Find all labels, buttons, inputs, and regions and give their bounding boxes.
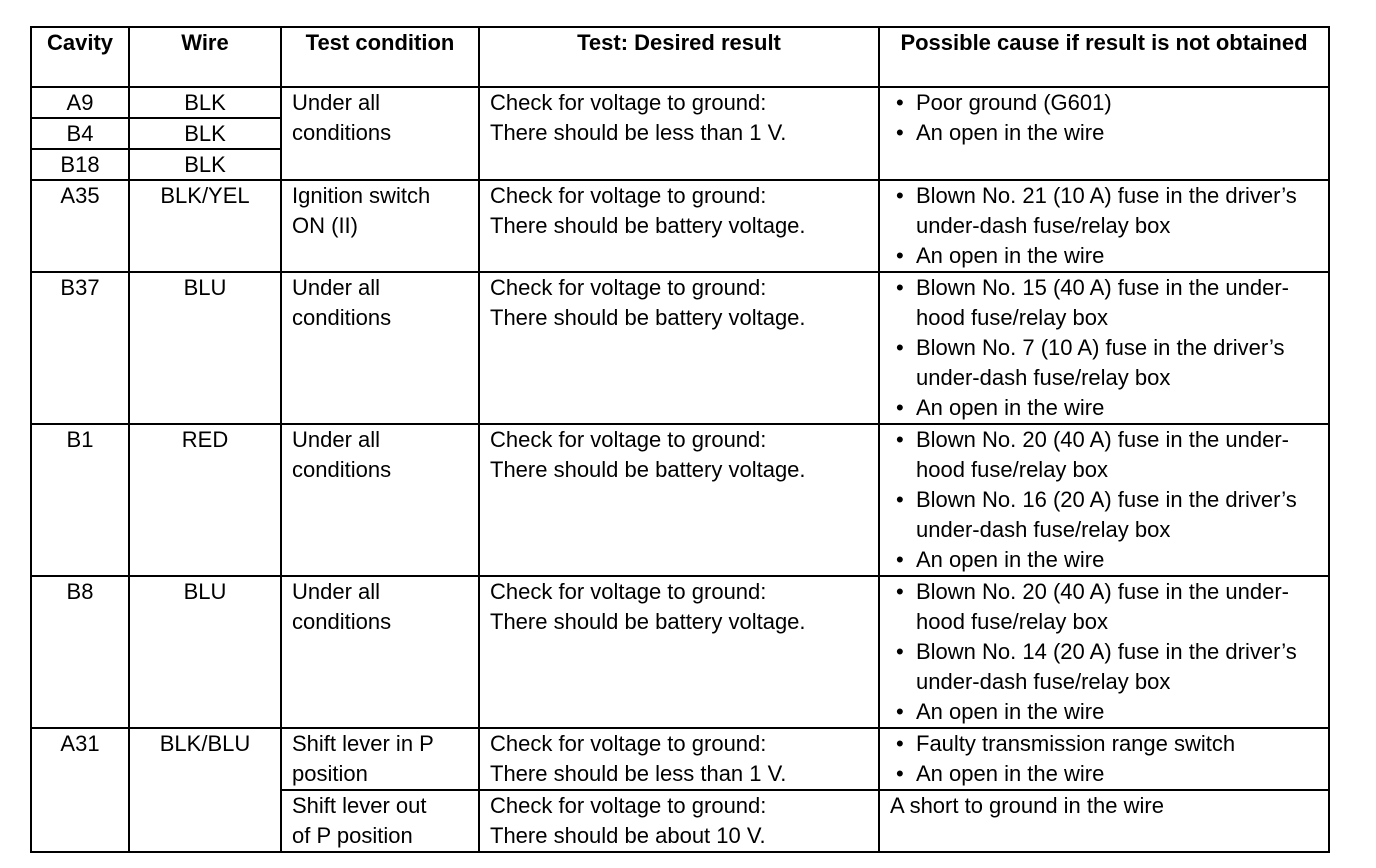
wire-cell: RED — [129, 424, 281, 576]
condition-line: ON (II) — [292, 213, 358, 238]
result-line: Check for voltage to ground: — [490, 793, 767, 818]
header-possible-cause: Possible cause if result is not obtained — [879, 27, 1329, 87]
result-line: Check for voltage to ground: — [490, 579, 767, 604]
cavity-cell: A35 — [31, 180, 129, 272]
condition-line: conditions — [292, 609, 392, 634]
header-row — [31, 27, 1329, 87]
condition-cell — [281, 272, 479, 424]
condition-line: position — [292, 761, 368, 786]
cause-list — [890, 181, 1328, 271]
result-line: Check for voltage to ground: — [490, 90, 767, 115]
result-line: Check for voltage to ground: — [490, 275, 767, 300]
wire-cell: BLK/BLU — [129, 728, 281, 852]
condition-cell — [281, 87, 479, 180]
cause-item: • Faulty transmission range switch — [916, 729, 1328, 759]
condition-line: Shift lever out — [292, 793, 427, 818]
result-cell — [479, 424, 879, 576]
header-wire: Wire — [129, 27, 281, 87]
cause-item: • Blown No. 21 (10 A) fuse in the driver’s under-dash fuse/relay box — [916, 181, 1328, 241]
wire-cell: BLK — [129, 118, 281, 149]
wire-cell: BLK — [129, 87, 281, 118]
condition-line: Shift lever in P — [292, 731, 434, 756]
result-cell — [479, 576, 879, 728]
cause-cell — [879, 180, 1329, 272]
cause-list — [890, 273, 1328, 423]
result-line: Check for voltage to ground: — [490, 731, 767, 756]
result-line: There should be battery voltage. — [490, 305, 806, 330]
result-line: Check for voltage to ground: — [490, 183, 767, 208]
table-row — [31, 728, 1329, 790]
cause-item: • An open in the wire — [916, 545, 1328, 575]
cavity-cell: B37 — [31, 272, 129, 424]
cause-cell — [879, 728, 1329, 790]
cause-cell — [879, 272, 1329, 424]
cavity-cell: A31 — [31, 728, 129, 852]
cause-list — [890, 729, 1328, 789]
condition-line: Under all — [292, 427, 381, 452]
cause-item: • An open in the wire — [916, 697, 1328, 727]
cause-item: • Blown No. 16 (20 A) fuse in the driver’s under-dash fuse/relay box — [916, 485, 1328, 545]
condition-cell — [281, 424, 479, 576]
result-cell — [479, 728, 879, 790]
cavity-cell: B4 — [31, 118, 129, 149]
cavity-cell: B8 — [31, 576, 129, 728]
result-line: Check for voltage to ground: — [490, 427, 767, 452]
cause-cell — [879, 790, 1329, 852]
header-cavity: Cavity — [31, 27, 129, 87]
wiring-test-table — [30, 26, 1330, 853]
cause-item: • Poor ground (G601) — [916, 88, 1328, 118]
cause-item: • Blown No. 20 (40 A) fuse in the under-hood fuse/relay box — [916, 577, 1328, 637]
cause-cell — [879, 87, 1329, 180]
result-cell — [479, 790, 879, 852]
cause-item: • An open in the wire — [916, 241, 1328, 271]
table-row — [31, 576, 1329, 728]
condition-line: Under all — [292, 579, 381, 604]
result-line: There should be battery voltage. — [490, 213, 806, 238]
cavity-cell: B1 — [31, 424, 129, 576]
condition-line: of P position — [292, 823, 413, 848]
header-desired-result: Test: Desired result — [479, 27, 879, 87]
wire-cell: BLK — [129, 149, 281, 180]
result-line: There should be about 10 V. — [490, 823, 766, 848]
cause-item: • An open in the wire — [916, 759, 1328, 789]
cause-cell — [879, 424, 1329, 576]
result-cell — [479, 87, 879, 180]
table-row — [31, 87, 1329, 118]
cause-list — [890, 425, 1328, 575]
result-line: There should be battery voltage. — [490, 457, 806, 482]
wire-cell: BLU — [129, 576, 281, 728]
result-line: There should be less than 1 V. — [490, 120, 787, 145]
table-row — [31, 424, 1329, 576]
condition-cell — [281, 790, 479, 852]
cause-item: • Blown No. 7 (10 A) fuse in the driver’s under-dash fuse/relay box — [916, 333, 1328, 393]
table-row — [31, 180, 1329, 272]
wire-cell: BLU — [129, 272, 281, 424]
cause-item: • An open in the wire — [916, 118, 1328, 148]
result-cell — [479, 272, 879, 424]
condition-cell — [281, 728, 479, 790]
condition-line: conditions — [292, 305, 392, 330]
result-cell — [479, 180, 879, 272]
condition-line: Ignition switch — [292, 183, 431, 208]
condition-cell — [281, 576, 479, 728]
condition-line: conditions — [292, 120, 392, 145]
cause-item: • Blown No. 15 (40 A) fuse in the under-hood fuse/relay box — [916, 273, 1328, 333]
cause-list — [890, 577, 1328, 727]
header-test-condition: Test condition — [281, 27, 479, 87]
cause-list — [890, 88, 1328, 148]
wire-cell: BLK/YEL — [129, 180, 281, 272]
condition-cell — [281, 180, 479, 272]
result-line: There should be battery voltage. — [490, 609, 806, 634]
condition-line: Under all — [292, 90, 381, 115]
cause-cell — [879, 576, 1329, 728]
condition-line: Under all — [292, 275, 381, 300]
cause-text: A short to ground in the wire — [890, 793, 1164, 818]
cause-item: • Blown No. 14 (20 A) fuse in the driver’s under-dash fuse/relay box — [916, 637, 1328, 697]
cavity-cell: B18 — [31, 149, 129, 180]
cause-item: • An open in the wire — [916, 393, 1328, 423]
result-line: There should be less than 1 V. — [490, 761, 787, 786]
cavity-cell: A9 — [31, 87, 129, 118]
table-row — [31, 272, 1329, 424]
cause-item: • Blown No. 20 (40 A) fuse in the under-hood fuse/relay box — [916, 425, 1328, 485]
condition-line: conditions — [292, 457, 392, 482]
